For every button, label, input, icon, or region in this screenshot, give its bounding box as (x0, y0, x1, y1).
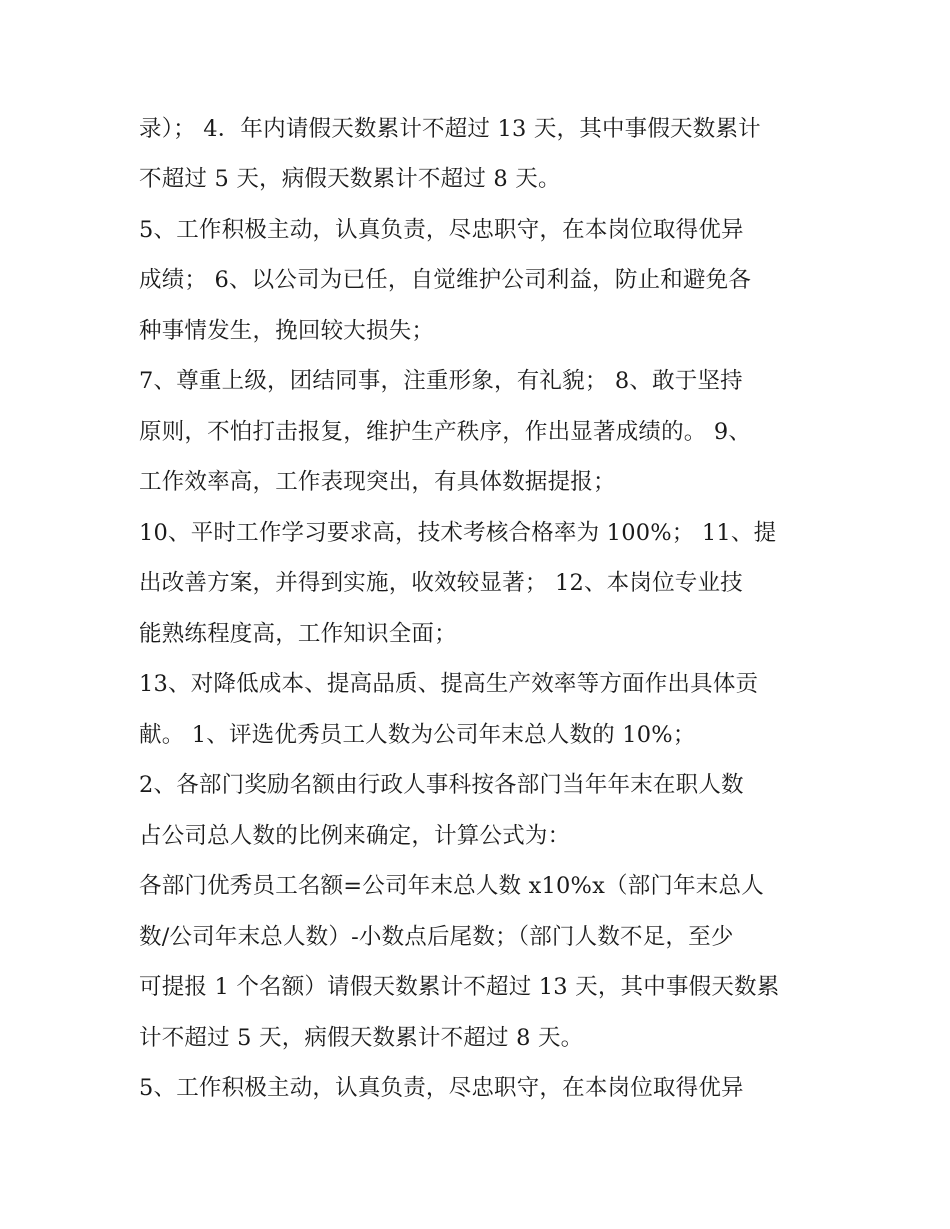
text-line: 5、工作积极主动，认真负责，尽忠职守，在本岗位取得优异 (139, 1075, 744, 1101)
text-line: 7、尊重上级，团结同事，注重形象，有礼貌； 8、敢于坚持 (139, 368, 743, 394)
text-line: 可提报 1 个名额）请假天数累计不超过 13 天，其中事假天数累 (139, 974, 780, 1000)
text-line: 5、工作积极主动，认真负责，尽忠职守，在本岗位取得优异 (139, 217, 744, 243)
text-line: 10、平时工作学习要求高，技术考核合格率为 100%； 11、提 (139, 520, 777, 546)
text-line: 数/公司年末总人数）-小数点后尾数；（部门人数不足，至少 (139, 924, 734, 950)
text-line: 工作效率高，工作表现突出，有具体数据提报； (139, 469, 616, 495)
text-line: 各部门优秀员工名额=公司年末总人数 x10%x（部门年末总人 (139, 873, 764, 899)
text-line: 不超过 5 天，病假天数累计不超过 8 天。 (139, 166, 561, 192)
text-line: 13、对降低成本、提高品质、提高生产效率等方面作出具体贡 (139, 671, 759, 697)
text-line: 能熟练程度高，工作知识全面； (139, 621, 457, 647)
text-line: 2、各部门奖励名额由行政人事科按各部门当年年末在职人数 (139, 772, 744, 798)
text-line: 成绩； 6、以公司为已任，自觉维护公司利益，防止和避免各 (139, 267, 752, 293)
text-line: 计不超过 5 天，病假天数累计不超过 8 天。 (139, 1025, 584, 1051)
text-line: 出改善方案，并得到实施，收效较显著； 12、本岗位专业技 (139, 570, 743, 596)
text-line: 献。 1、评选优秀员工人数为公司年末总人数的 10%； (139, 722, 696, 748)
text-line: 录）； 4．年内请假天数累计不超过 13 天，其中事假天数累计 (139, 116, 761, 142)
text-line: 种事情发生，挽回较大损失； (139, 318, 435, 344)
text-line: 占公司总人数的比例来确定，计算公式为： (139, 823, 571, 849)
text-line: 原则，不怕打击报复，维护生产秩序，作出显著成绩的。 9、 (139, 419, 752, 445)
